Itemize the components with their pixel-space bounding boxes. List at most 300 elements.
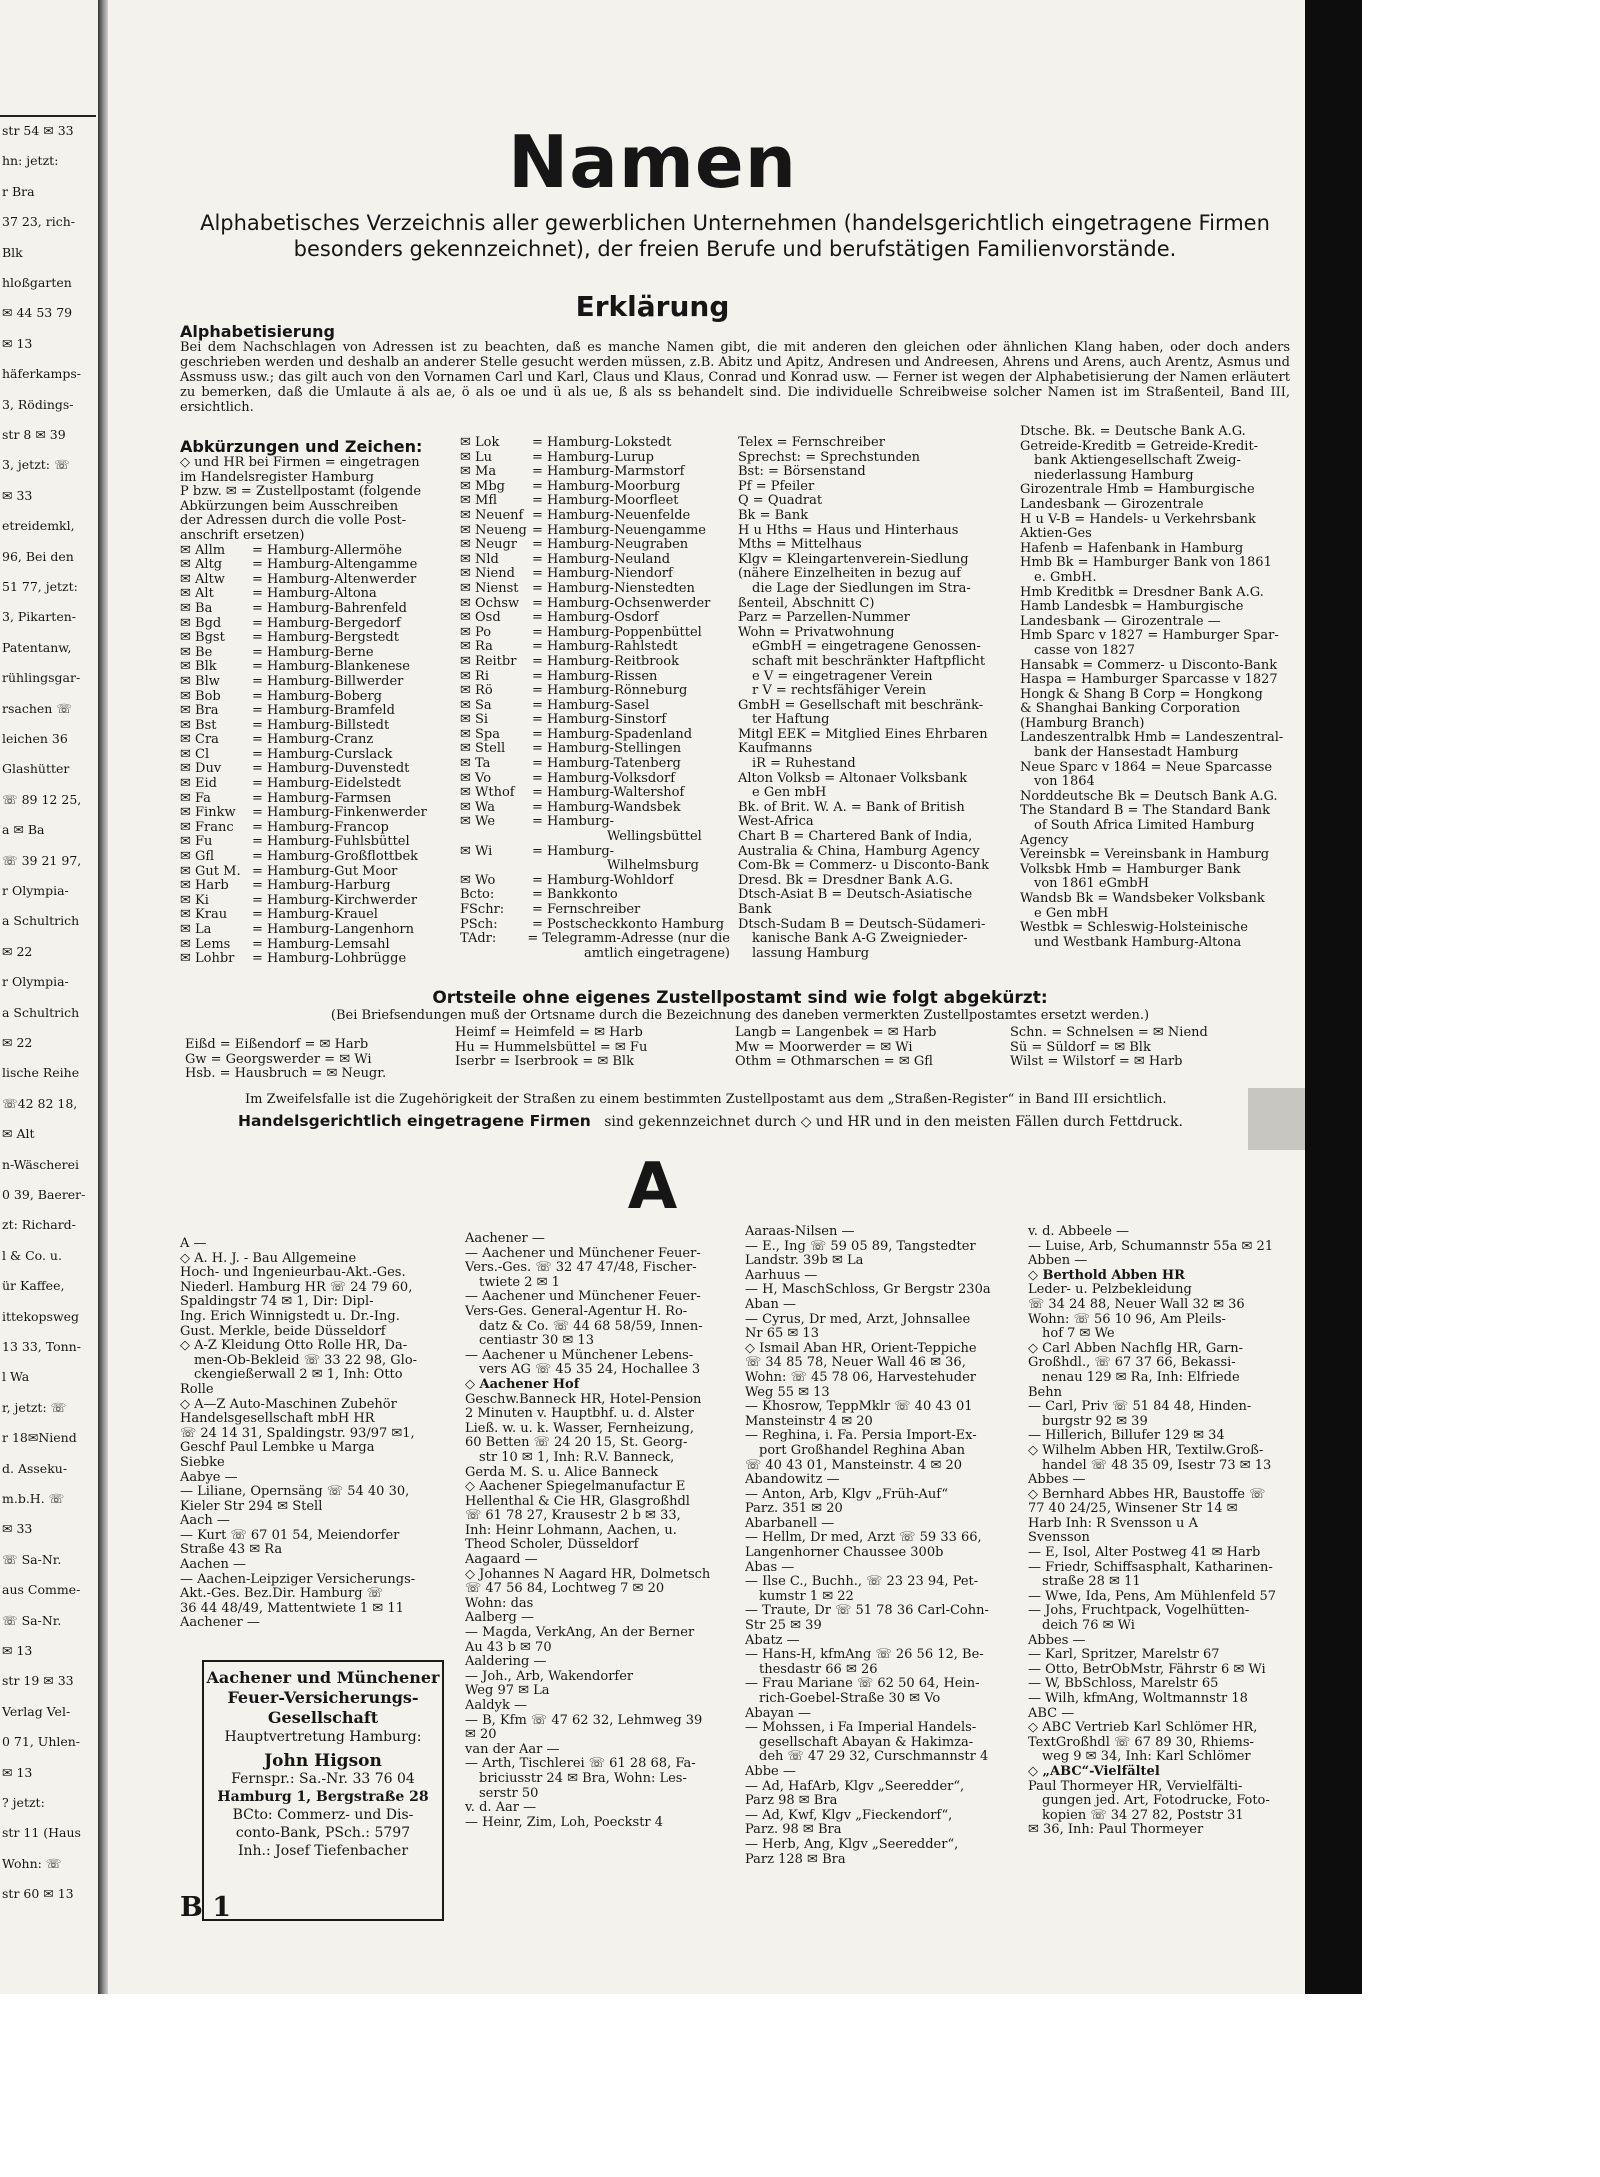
abbreviation-line: (nähere Einzelheiten in bezug auf	[738, 566, 961, 582]
abbreviation-intro-line: P bzw. ✉ = Zustellpostamt (folgende	[180, 484, 422, 500]
directory-entry: ◇ A. H. J. - Bau Allgemeine	[180, 1250, 357, 1266]
ad-phone: Fernspr.: Sa.-Nr. 33 76 04	[231, 1771, 415, 1787]
previous-page-line: r, jetzt: ☏	[2, 1399, 67, 1415]
previous-page-line: r 18✉Niend	[2, 1430, 77, 1446]
abbreviation-intro-line: der Adressen durch die volle Post-	[180, 513, 407, 529]
directory-entry: men-Ob-Bekleid ☏ 33 22 98, Glo-	[194, 1352, 418, 1368]
directory-entry: deh ☏ 47 29 32, Curschmannstr 4	[759, 1749, 989, 1765]
abbreviation-key: ✉ Rö	[460, 683, 493, 699]
abbreviation-row	[460, 728, 730, 743]
abbreviation-row	[180, 617, 455, 632]
abbreviation-row	[460, 918, 730, 933]
directory-entry: — Friedr, Schiffsasphalt, Katharinen-	[1028, 1559, 1273, 1575]
ad-bank-1: BCto: Commerz- und Dis-	[232, 1807, 414, 1823]
page-title: Namen	[508, 120, 797, 204]
directory-entry: Ließ. w. u. k. Wasser, Fernheizung,	[465, 1420, 694, 1436]
directory-entry: Weg 97 ✉ La	[465, 1683, 550, 1699]
previous-page-line: hloßgarten	[2, 275, 72, 290]
abbreviation-value: = Hamburg-Fuhlsbüttel	[252, 834, 410, 850]
directory-entry: Großhdl., ☏ 67 37 66, Bekassi-	[1028, 1355, 1236, 1371]
directory-entry: ◇ Ismail Aban HR, Orient-Teppiche	[745, 1340, 977, 1356]
directory-entry: Aban —	[745, 1296, 796, 1312]
directory-entry: — Hellm, Dr med, Arzt ☏ 59 33 66,	[745, 1530, 982, 1546]
abbreviation-row	[180, 675, 455, 690]
directory-entry: — Hans-H, kfmAng ☏ 26 56 12, Be-	[745, 1647, 984, 1663]
previous-page-line: ✉ 22	[2, 1035, 33, 1050]
abbreviation-key: ✉ Po	[460, 624, 492, 640]
abbreviation-value: = Hamburg-Poppenbüttel	[532, 624, 702, 640]
previous-page-line: rsachen ☏	[2, 700, 72, 716]
abbreviation-line: Telex = Fernschreiber	[738, 435, 885, 450]
abbreviation-row	[180, 733, 455, 748]
directory-entry: Paul Thormeyer HR, Vervielfälti-	[1028, 1778, 1243, 1794]
directory-entry: — Mohssen, i Fa Imperial Handels-	[745, 1720, 977, 1736]
abbreviation-key: ✉ Cl	[180, 746, 210, 762]
abbreviation-value: = Hamburg-Neuland	[532, 551, 671, 567]
directory-entry: — Joh., Arb, Wakendorfer	[465, 1668, 634, 1684]
abbreviation-line: The Standard B = The Standard Bank	[1020, 803, 1270, 819]
directory-entry: straße 28 ✉ 11	[1042, 1574, 1141, 1590]
abbreviation-line: kanische Bank A-G Zweignieder-	[752, 931, 968, 947]
abbreviation-line: die Lage der Siedlungen im Stra-	[752, 580, 971, 596]
abbreviation-value: = Hamburg-Farmsen	[252, 790, 392, 806]
abbreviation-line: niederlassung Hamburg	[1034, 467, 1194, 483]
abbreviation-line: GmbH = Gesellschaft mit beschränk-	[738, 697, 984, 713]
previous-page-line: Patentanw,	[2, 639, 72, 655]
abbreviation-key: ✉ Duv	[180, 761, 222, 777]
previous-page-line: str 60 ✉ 13	[2, 1886, 74, 1902]
abbreviation-key: ✉ Harb	[180, 878, 229, 894]
abbreviation-row	[460, 436, 730, 451]
abbreviation-line: Haspa = Hamburger Sparcasse v 1827	[1020, 672, 1278, 688]
abbreviations-column-4	[1020, 425, 1300, 950]
abbreviation-row	[460, 742, 730, 757]
abbreviation-key: ✉ Neuenf	[460, 507, 524, 523]
previous-page-line: l & Co. u.	[2, 1247, 62, 1263]
abbreviation-line: eGmbH = eingetragene Genossen-	[752, 639, 981, 655]
abbreviation-value: = Hamburg-Stellingen	[532, 741, 682, 757]
abbreviation-key: ✉ Reitbr	[460, 653, 517, 669]
directory-entry: datz & Co. ☏ 44 68 58/59, Innen-	[479, 1318, 703, 1334]
ad-address: Hamburg 1, Bergstraße 28	[217, 1789, 429, 1805]
directory-entry: thesdastr 66 ✉ 26	[759, 1661, 878, 1677]
zustellpostamt-note: Im Zweifelsfalle ist die Zugehörigkeit der Straßen zu einem bestimmten Zustellpostamt aus dem „Straßen-Register“ in Band III ersichtlich.	[245, 1092, 1167, 1107]
advertisement-box	[202, 1660, 444, 1921]
abbreviation-row	[180, 704, 455, 719]
abbreviation-row	[180, 587, 455, 602]
directory-entry: weg 9 ✉ 34, Inh: Karl Schlömer	[1042, 1749, 1251, 1765]
abbreviation-key: ✉ La	[180, 922, 212, 937]
ortsteil-entry: Othm = Othmarschen = ✉ Gfl	[735, 1054, 933, 1069]
directory-entry: — E, Isol, Alter Postweg 41 ✉ Harb	[1028, 1545, 1261, 1561]
directory-entry: ☏ 40 43 01, Mansteinstr. 4 ✉ 20	[745, 1457, 963, 1473]
abbreviation-key: TAdr:	[460, 931, 497, 947]
directory-entry: ✉ 20	[465, 1727, 497, 1743]
abbreviation-key: ✉ Cra	[180, 732, 219, 748]
abbreviation-value: Wilhelmsburg	[607, 858, 699, 874]
directory-entry: handel ☏ 48 35 09, Isestr 73 ✉ 13	[1042, 1457, 1272, 1473]
directory-entry: Aalberg —	[465, 1610, 534, 1626]
abbreviation-key: ✉ Bob	[180, 688, 221, 704]
abbreviation-line: Alton Volksb = Altonaer Volksbank	[738, 770, 968, 786]
previous-page-line: 0 71, Uhlen-	[2, 1734, 81, 1750]
abbreviation-line: Dtsche. Bk. = Deutsche Bank A.G.	[1020, 424, 1246, 439]
ad-owner: Inh.: Josef Tiefenbacher	[237, 1843, 409, 1859]
directory-entry: gesellschaft Abayan & Hakimza-	[759, 1734, 974, 1750]
previous-page-line: 51 77, jetzt:	[2, 579, 78, 594]
abbreviation-line: of South Africa Limited Hamburg	[1034, 818, 1255, 834]
abbreviation-value: = Hamburg-Niendorf	[532, 566, 673, 582]
abbreviation-row	[180, 908, 455, 923]
abbreviation-value: = Hamburg-Wandsbek	[532, 799, 681, 815]
previous-page-line: lische Reihe	[2, 1065, 80, 1081]
previous-page-line: 0 39, Baerer-	[2, 1187, 86, 1202]
directory-entry: Akt.-Ges. Bez.Dir. Hamburg ☏	[180, 1586, 383, 1602]
abbreviation-key: ✉ We	[460, 814, 496, 830]
directory-entry: Rolle	[180, 1381, 214, 1397]
abbreviation-value: = Hamburg-Osdorf	[532, 610, 659, 626]
abbreviation-value: = Fernschreiber	[532, 902, 641, 917]
abbreviation-line: Wandsb Bk = Wandsbeker Volksbank	[1020, 891, 1265, 906]
abbreviation-line: Landeszentralbk Hmb = Landeszentral-	[1020, 730, 1284, 746]
directory-entry: Geschf Paul Lembke u Marga	[180, 1440, 375, 1456]
directory-entry: — Ilse C., Buchh., ☏ 23 23 94, Pet-	[745, 1574, 979, 1590]
abbreviation-line: Bank	[738, 902, 772, 917]
abbreviation-line: bank der Hansestadt Hamburg	[1034, 745, 1239, 761]
ad-line: Hauptvertretung Hamburg:	[224, 1729, 422, 1745]
directory-entry: Parz. 98 ✉ Bra	[745, 1822, 842, 1838]
previous-page-line: Wohn: ☏	[2, 1855, 62, 1871]
abbreviation-line: Mths = Mittelhaus	[738, 537, 862, 553]
directory-entry: 60 Betten ☏ 24 20 15, St. Georg-	[465, 1435, 688, 1451]
directory-entry: ☏ 34 85 78, Neuer Wall 46 ✉ 36,	[745, 1355, 966, 1371]
abbreviation-value: = Hamburg-Duvenstedt	[252, 761, 410, 777]
previous-page-line: ✉ 13	[2, 1764, 33, 1780]
directory-entry: — Johs, Fruchtpack, Vogelhütten-	[1028, 1603, 1250, 1619]
previous-page-line: str 19 ✉ 33	[2, 1673, 74, 1689]
abbreviation-row	[460, 509, 730, 524]
abbreviation-line: lassung Hamburg	[752, 945, 870, 961]
abbreviation-line: e Gen mbH	[1034, 905, 1109, 921]
directory-entry: Parz 128 ✉ Bra	[745, 1851, 846, 1867]
directory-entry: — Anton, Arb, Klgv „Früh-Auf“	[745, 1486, 949, 1502]
directory-column-1	[180, 1237, 460, 1631]
previous-page-line: rühlingsgar-	[2, 670, 81, 686]
abbreviation-line: Getreide-Kreditb = Getreide-Kredit-	[1020, 438, 1259, 454]
directory-entry: Abayan —	[745, 1705, 812, 1721]
abbreviation-row	[460, 874, 730, 889]
directory-entry: Aabye —	[180, 1469, 238, 1485]
abbreviation-key: ✉ Osd	[460, 610, 501, 626]
previous-page-line: ✉ 13	[2, 335, 33, 351]
directory-entry: — Khosrow, TeppMklr ☏ 40 43 01	[745, 1399, 973, 1415]
abbreviation-row	[460, 699, 730, 714]
section-letter: A	[627, 1150, 678, 1224]
previous-page-line: ☏ Sa-Nr.	[2, 1612, 62, 1628]
abbreviation-row	[180, 558, 455, 573]
directory-entry: — Wilh, kfmAng, Woltmannstr 18	[1028, 1691, 1248, 1706]
abbreviation-value: = Hamburg-Sasel	[532, 697, 650, 713]
directory-column-2	[465, 1232, 740, 1830]
abbreviation-row	[460, 713, 730, 728]
directory-entry: — Magda, VerkAng, An der Berner	[465, 1625, 695, 1641]
abbreviation-key	[460, 947, 509, 962]
ortsteil-entry: Wilst = Wilstorf = ✉ Harb	[1010, 1054, 1183, 1069]
previous-page-line: ✉ Alt	[2, 1126, 35, 1142]
abbreviation-value: = Hamburg-	[532, 843, 615, 859]
directory-entry: Vers.-Ges. ☏ 32 47 47/48, Fischer-	[465, 1260, 697, 1276]
abbreviations-column-2	[460, 436, 730, 961]
abbreviation-row	[180, 806, 455, 821]
directory-entry: Kieler Str 294 ✉ Stell	[180, 1498, 323, 1514]
directory-entry: Abbes —	[1028, 1472, 1086, 1488]
ortsteile-column	[185, 1038, 386, 1082]
abbreviation-key: ✉ Nienst	[460, 580, 519, 596]
abbreviation-key: ✉ Mfl	[460, 493, 498, 509]
abbreviation-row	[460, 903, 730, 918]
abbreviation-row	[460, 494, 730, 509]
previous-page-line: 13 33, Tonn-	[2, 1339, 81, 1354]
ortsteil-entry: Gw = Georgswerder = ✉ Wi	[185, 1051, 372, 1067]
abbreviation-line: Hongk & Shang B Corp = Hongkong	[1020, 686, 1263, 702]
abbreviation-value: = Hamburg-Berne	[252, 644, 374, 660]
abbreviation-key: ✉ Ra	[460, 639, 493, 655]
abbreviation-value: = Hamburg-Krauel	[252, 907, 378, 923]
directory-entry: Abbe —	[745, 1763, 796, 1779]
abbreviation-row	[180, 894, 455, 909]
directory-entry: ☏ 47 56 84, Lochtweg 7 ✉ 20	[465, 1581, 665, 1597]
abbreviation-key: ✉ Alt	[180, 586, 214, 602]
hr-marker-note	[238, 1112, 1183, 1130]
directory-entry: 36 44 48/49, Mattentwiete 1 ✉ 11	[180, 1600, 404, 1616]
hr-marker-note-rest: sind gekennzeichnet durch ◇ und HR und in den meisten Fällen durch Fettdruck.	[604, 1114, 1183, 1130]
directory-entry: ABC —	[1028, 1705, 1075, 1721]
abbreviation-row	[460, 757, 730, 772]
abbreviation-value: = Hamburg-Harburg	[252, 878, 391, 894]
section-heading-erklaerung: Erklärung	[575, 290, 730, 323]
directory-entry: Svensson	[1028, 1530, 1090, 1546]
directory-entry: ◇ A-Z Kleidung Otto Rolle HR, Da-	[180, 1338, 408, 1354]
abbreviation-line: Norddeutsche Bk = Deutsch Bank A.G.	[1020, 788, 1278, 804]
abbreviation-line: Aktien-Ges	[1020, 526, 1092, 542]
previous-page-line: str 11 (Haus	[2, 1825, 81, 1841]
abbreviation-value: = Hamburg-Boberg	[252, 688, 382, 704]
abbreviation-value: = Hamburg-Großflottbek	[252, 849, 419, 865]
previous-page-line: str 54 ✉ 33	[2, 123, 74, 138]
directory-entry: — Aachener und Münchener Feuer-	[465, 1289, 701, 1305]
directory-entry: ◇ Johannes N Aagard HR, Dolmetsch	[465, 1566, 711, 1582]
directory-column-3	[745, 1225, 1025, 1867]
abbreviation-row	[180, 602, 455, 617]
previous-page-line: a Schultrich	[2, 1004, 80, 1020]
abbreviation-row	[180, 719, 455, 734]
abbreviation-key: ✉ Ta	[460, 756, 491, 772]
abbreviation-key: ✉ Ki	[180, 892, 209, 908]
abbreviation-line: Mitgl EEK = Mitglied Eines Ehrbaren	[738, 726, 988, 742]
directory-entry: TextGroßhdl ☏ 67 89 30, Rhiems-	[1028, 1734, 1254, 1750]
abbreviation-value: = Hamburg-Neuenfelde	[532, 507, 691, 523]
directory-entry: — Kurt ☏ 67 01 54, Meiendorfer	[180, 1527, 400, 1543]
directory-entry: — Karl, Spritzer, Marelstr 67	[1028, 1647, 1220, 1663]
abbreviation-row	[460, 772, 730, 787]
abbreviation-line: H u V-B = Handels- u Verkehrsbank	[1020, 511, 1256, 527]
ortsteil-entry: Mw = Moorwerder = ✉ Wi	[735, 1039, 913, 1055]
directory-entry: nenau 129 ✉ Ra, Inh: Elfriede	[1042, 1369, 1240, 1385]
abbreviation-line: e V = eingetragener Verein	[752, 668, 933, 684]
abbreviation-value: = Telegramm-Adresse (nur die	[527, 931, 730, 947]
directory-entry: Abatz —	[745, 1632, 800, 1648]
abbreviation-line: Wohn = Privatwohnung	[738, 624, 895, 640]
abbreviation-line: Sprechst: = Sprechstunden	[738, 449, 921, 465]
directory-entry: Gerda M. S. u. Alice Banneck	[465, 1464, 659, 1480]
previous-page-line: ☏42 82 18,	[2, 1095, 78, 1111]
previous-page-line: ☏ 89 12 25,	[2, 791, 82, 807]
previous-page-line: 3, jetzt: ☏	[2, 457, 70, 473]
previous-page-rule	[0, 115, 96, 117]
abbreviation-line: Q = Quadrat	[738, 493, 823, 509]
directory-entry: — Arth, Tischlerei ☏ 61 28 68, Fa-	[465, 1756, 696, 1772]
abbreviation-key: ✉ Ochsw	[460, 595, 520, 611]
abbreviation-key: ✉ Bra	[180, 703, 219, 719]
abbreviation-line: Klgv = Kleingartenverein-Siedlung	[738, 551, 969, 567]
abbreviation-row	[460, 538, 730, 553]
abbreviation-intro-line: Abkürzungen beim Ausschreiben	[180, 498, 399, 514]
ortsteil-entry: Hu = Hummelsbüttel = ✉ Fu	[455, 1039, 648, 1055]
abbreviation-key: ✉ Finkw	[180, 805, 236, 821]
directory-entry: Aachener —	[180, 1615, 260, 1631]
directory-entry: deich 76 ✉ Wi	[1042, 1618, 1135, 1634]
abbreviation-line: Dresd. Bk = Dresdner Bank A.G.	[738, 872, 954, 888]
abbreviation-row	[460, 611, 730, 626]
abbreviation-key: ✉ Blw	[180, 673, 220, 689]
directory-entry: ☏ 24 14 31, Spaldingstr. 93/97 ✉1,	[180, 1425, 415, 1441]
abbreviation-line: & Shanghai Banking Corporation	[1020, 701, 1241, 717]
abbreviation-value: = Hamburg-Allermöhe	[252, 542, 402, 558]
directory-entry: Parz. 351 ✉ 20	[745, 1501, 843, 1517]
abbreviation-line: Landesbank — Girozentrale —	[1020, 613, 1221, 629]
directory-entry: — Aachen-Leipziger Versicherungs-	[180, 1571, 416, 1587]
abbreviation-key: ✉ Lok	[460, 435, 500, 450]
previous-page-line: ✉ 22	[2, 943, 33, 959]
directory-entry: kumstr 1 ✉ 22	[759, 1588, 854, 1604]
directory-entry: — Aachener und Münchener Feuer-	[465, 1245, 701, 1261]
directory-entry: — Frau Mariane ☏ 62 50 64, Hein-	[745, 1676, 980, 1692]
abbreviation-row	[460, 465, 730, 480]
abbreviation-row	[460, 932, 730, 947]
previous-page-line: r Bra	[2, 183, 35, 199]
directory-entry: Aach —	[180, 1513, 230, 1529]
abbreviation-row	[180, 792, 455, 807]
abbreviation-value: = Hamburg-Wohldorf	[532, 872, 674, 888]
abbreviation-key: ✉ Franc	[180, 819, 234, 835]
directory-entry: — Otto, BetrObMstr, Fährstr 6 ✉ Wi	[1028, 1661, 1266, 1677]
abbreviation-line: e. GmbH.	[1034, 569, 1097, 585]
abbreviation-row	[180, 748, 455, 763]
directory-entry: Niederl. Hamburg HR ☏ 24 79 60,	[180, 1279, 413, 1295]
ad-company-name: Aachener und Münchener Feuer-Versicherungs-Gesellschaft	[206, 1668, 440, 1727]
abbreviation-key: ✉ Altg	[180, 557, 223, 573]
abbreviation-line: Hamb Landesbk = Hamburgische	[1020, 599, 1244, 615]
abbreviation-value: = Hamburg-Billstedt	[252, 717, 390, 733]
abbreviation-value: = Hamburg-Neugraben	[532, 537, 689, 553]
abbreviation-key: ✉ Neueng	[460, 522, 527, 538]
abbreviation-intro-line: ◇ und HR bei Firmen = eingetragen	[180, 455, 420, 470]
previous-page-line: ☏ 39 21 97,	[2, 852, 82, 868]
abbreviation-value: = Hamburg-Lohbrügge	[252, 951, 407, 967]
abbreviation-line: Com-Bk = Commerz- u Disconto-Bank	[738, 858, 990, 874]
abbreviation-row	[460, 670, 730, 685]
abbreviation-row	[460, 845, 730, 860]
abbreviation-key: ✉ Ri	[460, 668, 489, 684]
abbreviation-line: und Westbank Hamburg-Altona	[1034, 934, 1242, 950]
abbreviation-value: = Hamburg-Lemsahl	[252, 936, 390, 952]
abbreviation-value: = Hamburg-Langenhorn	[252, 922, 414, 937]
previous-page-line: l Wa	[2, 1369, 30, 1385]
previous-page-line: häferkamps-	[2, 366, 82, 382]
abbreviation-row	[180, 762, 455, 777]
abbreviation-row	[460, 553, 730, 568]
directory-entry: v. d. Abbeele —	[1028, 1224, 1130, 1239]
previous-page-line: ür Kaffee,	[2, 1278, 65, 1294]
abbreviation-line: ter Haftung	[752, 712, 830, 728]
abbreviation-key: ✉ Gut M.	[180, 863, 241, 879]
abbreviation-line: e Gen mbH	[752, 785, 827, 801]
abbreviation-row	[180, 850, 455, 865]
abbreviation-line: Hmb Kreditbk = Dresdner Bank A.G.	[1020, 584, 1264, 600]
directory-entry: vers AG ☏ 45 35 24, Hochallee 3	[479, 1362, 701, 1378]
previous-page-line: a ✉ Ba	[2, 822, 45, 838]
previous-page-line: Blk	[2, 244, 23, 260]
hr-marker-note-bold: Handelsgerichtlich eingetragene Firmen	[238, 1112, 591, 1130]
directory-entry: Parz 98 ✉ Bra	[745, 1793, 838, 1809]
abbreviation-key: ✉ Ma	[460, 464, 497, 480]
directory-entry: ☏ 61 78 27, Krausestr 2 b ✉ 33,	[465, 1508, 681, 1524]
directory-entry: Abben —	[1028, 1253, 1088, 1269]
ortsteil-entry: Schn. = Schnelsen = ✉ Niend	[1010, 1025, 1208, 1040]
directory-entry: Str 25 ✉ 39	[745, 1618, 822, 1634]
abbreviation-key: ✉ Vo	[460, 770, 492, 786]
abbreviation-row	[460, 888, 730, 903]
abbreviation-value: = Hamburg-Volksdorf	[532, 770, 676, 786]
abbreviation-row	[180, 631, 455, 646]
abbreviation-key: ✉ Wthof	[460, 785, 515, 801]
previous-page-line: 3, Rödings-	[2, 396, 74, 412]
directory-entry: Abbes —	[1028, 1632, 1086, 1648]
directory-entry: — Luise, Arb, Schumannstr 55a ✉ 21	[1028, 1238, 1274, 1254]
abbreviation-line: Vereinsbk = Vereinsbank in Hamburg	[1020, 847, 1270, 863]
directory-entry: ◇ Carl Abben Nachflg HR, Garn-	[1028, 1340, 1243, 1356]
ortsteile-column	[455, 1026, 647, 1070]
directory-entry: Abas —	[745, 1559, 795, 1575]
directory-entry: Au 43 b ✉ 70	[465, 1639, 552, 1655]
directory-entry: Aarhuus —	[745, 1267, 818, 1283]
directory-entry: Abarbanell —	[745, 1515, 835, 1531]
abbreviation-value: = Hamburg-Blankenese	[252, 659, 410, 675]
abbreviation-line: Kaufmanns	[738, 741, 813, 757]
abbreviation-value: = Hamburg-Rissen	[532, 668, 658, 684]
abbreviation-value: = Hamburg-Cranz	[252, 732, 374, 748]
abbreviation-row	[180, 646, 455, 661]
directory-entry: Nr 65 ✉ 13	[745, 1326, 819, 1342]
ortsteile-column	[1010, 1026, 1208, 1070]
abbreviation-value: = Hamburg-Reitbrook	[532, 653, 679, 669]
abbreviation-row	[180, 777, 455, 792]
abbreviations-heading: Abkürzungen und Zeichen:	[180, 437, 423, 456]
directory-entry: Aaldering —	[465, 1654, 547, 1670]
abbreviation-line: Pf = Pfeiler	[738, 478, 815, 494]
ortsteil-entry: Heimf = Heimfeld = ✉ Harb	[455, 1025, 643, 1040]
directory-entry: Mansteinstr 4 ✉ 20	[745, 1413, 873, 1429]
